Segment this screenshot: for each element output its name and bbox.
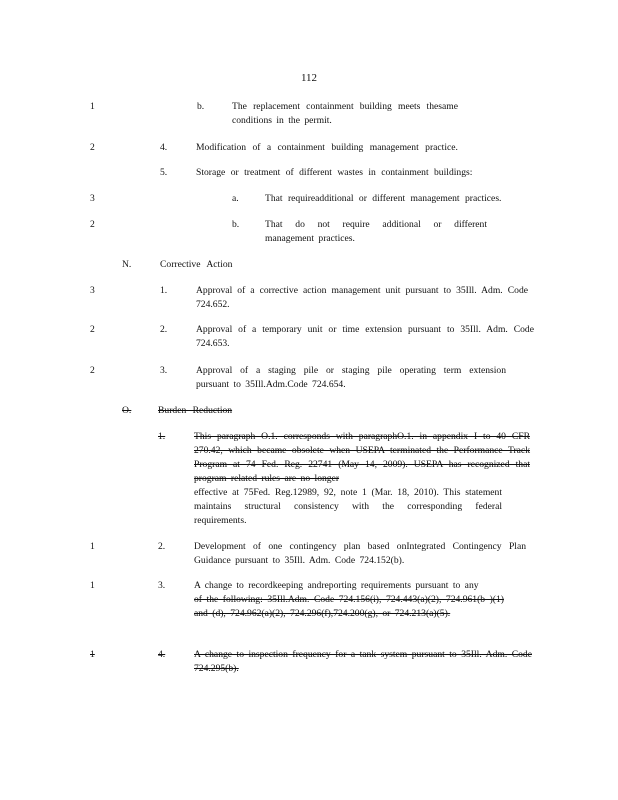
item-label: 2. xyxy=(158,541,166,552)
item-label: b. xyxy=(232,219,240,230)
item-text: effective at 75Fed. Reg.12989, 92, note 1 (Mar. 18, 2010). This statement maintains structural consistency with the corresponding federal requirements. xyxy=(194,487,502,526)
section-label: O. xyxy=(122,405,132,416)
item-text: A change to inspection frequency for a tank system pursuant to 35Ill. Adm. Code 724.295(b). xyxy=(194,649,532,674)
line-number: 3 xyxy=(90,193,95,204)
item-text: Development of one contingency plan based onIntegrated Contingency Plan Guidance pursuant to 35Ill. Adm. Code 724.152(b). xyxy=(194,541,526,566)
line-number: 1 xyxy=(90,649,95,660)
line-number: 2 xyxy=(90,365,95,376)
item-label: 4. xyxy=(158,649,166,660)
item-text: A change to recordkeeping andreporting requirements pursuant to any xyxy=(194,580,479,591)
item-label: 1. xyxy=(160,285,168,296)
line-number: 1 xyxy=(90,101,95,112)
item-label: 5. xyxy=(160,167,168,178)
item-label: 1. xyxy=(158,431,166,442)
line-number: 1 xyxy=(90,580,95,591)
line-number: 3 xyxy=(90,285,95,296)
item-label: 3. xyxy=(158,580,166,591)
item-label: 3. xyxy=(160,365,168,376)
item-label: b. xyxy=(197,101,205,112)
section-label: N. xyxy=(122,259,132,270)
line-number: 2 xyxy=(90,324,95,335)
item-label: 2. xyxy=(160,324,168,335)
item-label: a. xyxy=(232,193,239,204)
item-text: Approval of a temporary unit or time extension pursuant to 35Ill. Adm. Code 724.653. xyxy=(196,324,534,349)
item-text: That do not require additional or different management practices. xyxy=(265,219,487,244)
item-text: Modification of a containment building management practice. xyxy=(196,142,458,153)
section-heading: Corrective Action xyxy=(160,259,233,270)
item-text: Approval of a staging pile or staging pile operating term extension pursuant to 35Ill.Adm.Code 724.654. xyxy=(196,365,506,390)
item-text: Storage or treatment of different wastes in containment buildings: xyxy=(196,167,473,178)
item-text-struck: This paragraph O.1. corresponds with paragraphO.1. in appendix I to 40 CFR 270.42, which became obsolete when USEPA terminated the Performance Track Program at 74 Fed. Reg. 22741 (May 14, 2009). USEPA has recognized that program related rules are no longer xyxy=(194,431,530,484)
item-text: Approval of a corrective action management unit pursuant to 35Ill. Adm. Code 724.652. xyxy=(196,285,528,310)
item-text-struck: of the following: 35Ill.Adm. Code 724.156(i), 724.443(a)(2), 724.961(b )(1) and (d), 724.962(a)(2), 724.296(f),724.200(g), or 724.213(a)(5). xyxy=(194,594,504,619)
page-number: 112 xyxy=(300,72,318,84)
line-number: 1 xyxy=(90,541,95,552)
line-number: 2 xyxy=(90,142,95,153)
item-text: That requireadditional or different management practices. xyxy=(265,193,502,204)
item-label: 4. xyxy=(160,142,168,153)
section-heading: Burden Reduction xyxy=(158,405,233,416)
line-number: 2 xyxy=(90,219,95,230)
item-text: The replacement containment building meets thesame conditions in the permit. xyxy=(232,101,458,126)
